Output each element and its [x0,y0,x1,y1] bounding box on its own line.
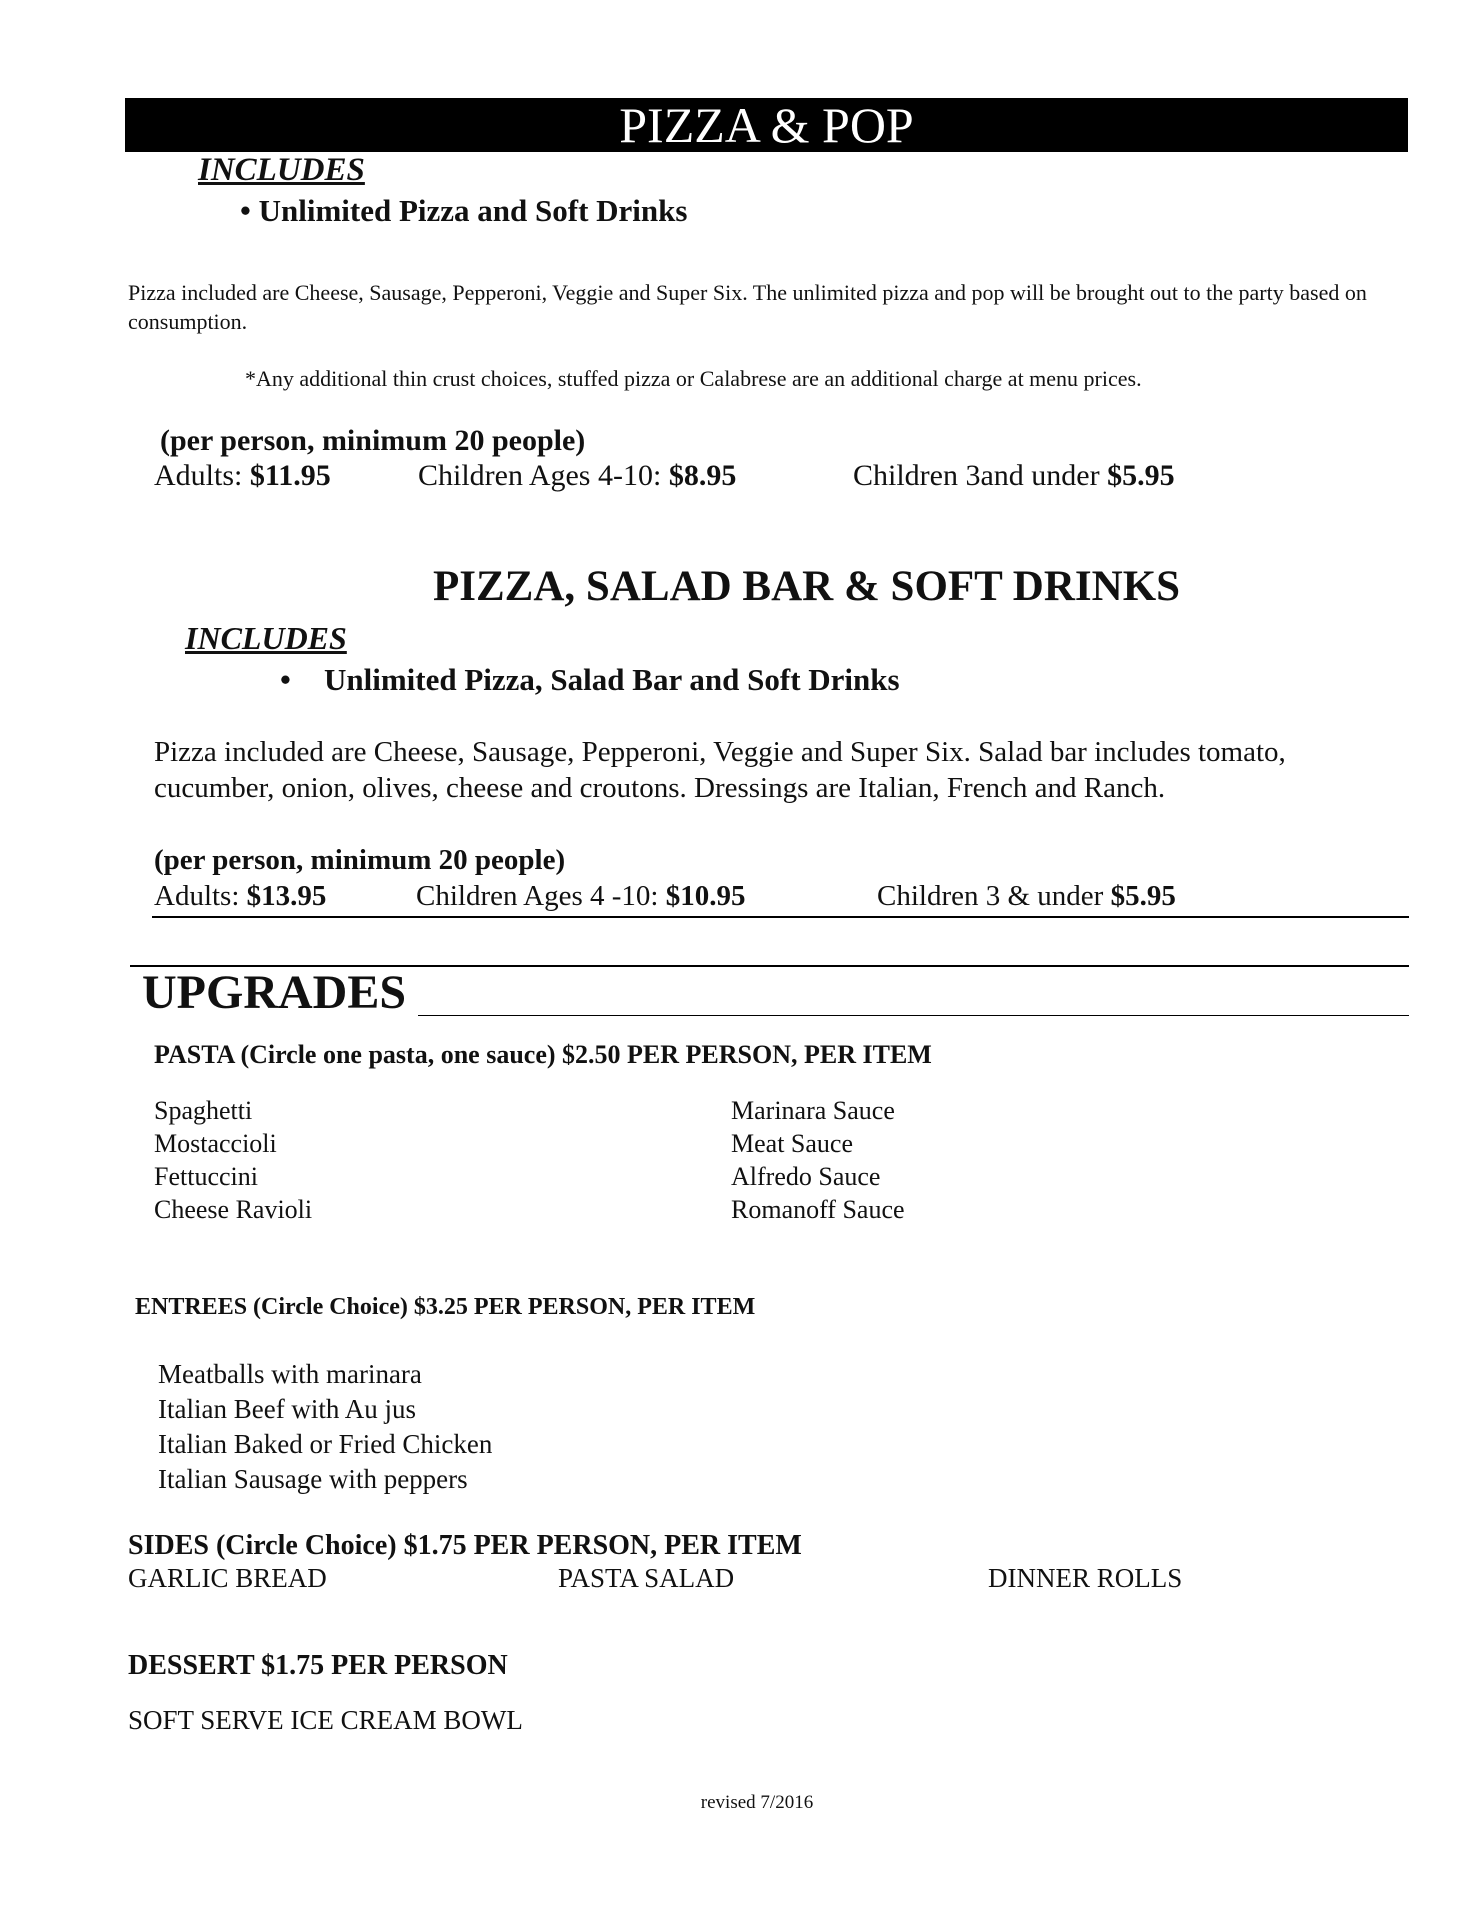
adults-label: Adults: [154,880,247,912]
salad-bar-title: PIZZA, SALAD BAR & SOFT DRINKS [433,563,1181,610]
list-item: Mostaccioli [154,1129,277,1158]
children-label: Children Ages 4-10: [418,459,669,492]
entrees-heading: ENTREES (Circle Choice) $3.25 PER PERSON, PER ITEM [135,1294,756,1320]
list-item: Cheese Ravioli [154,1195,313,1224]
salad-bar-children-price [416,880,745,913]
salad-bar-per-person: (per person, minimum 20 people) [154,844,566,876]
list-item: Italian Baked or Fried Chicken [158,1429,493,1459]
salad-bar-toddler-price [877,880,1176,913]
salad-bar-bullet-mark: • [280,662,291,697]
pasta-list [154,1094,312,1226]
pasta-heading: PASTA (Circle one pasta, one sauce) $2.50 PER PERSON, PER ITEM [154,1040,932,1069]
adults-price: $13.95 [246,880,327,912]
list-item: Italian Beef with Au jus [158,1394,416,1424]
pizza-pop-adults-price [154,459,331,493]
upgrades-title: UPGRADES [142,966,407,1019]
sides-heading: SIDES (Circle Choice) $1.75 PER PERSON, PER ITEM [128,1530,802,1561]
adults-price: $11.95 [249,459,331,492]
list-item: Alfredo Sauce [731,1162,881,1191]
entrees-list [158,1357,492,1497]
list-item: Italian Sausage with peppers [158,1464,468,1494]
salad-bar-bullet: Unlimited Pizza, Salad Bar and Soft Drinks [324,662,900,697]
children-price: $10.95 [665,880,746,912]
list-item: Romanoff Sauce [731,1195,905,1224]
adults-label: Adults: [154,459,250,492]
toddler-price: $5.95 [1110,880,1176,912]
salad-bar-description: Pizza included are Cheese, Sausage, Pepperoni, Veggie and Super Six. Salad bar includes tomato, cucumber, onion, olives, cheese and croutons. Dressings are Italian, French and Ranch. [154,736,1286,804]
toddler-label: Children 3 & under [877,880,1111,912]
pizza-pop-children-price [418,459,736,493]
pizza-pop-title: PIZZA & POP [619,97,914,153]
pizza-pop-banner [125,98,1408,152]
dessert-item: SOFT SERVE ICE CREAM BOWL [128,1705,523,1735]
salad-bar-adults-price [154,880,326,913]
toddler-price: $5.95 [1107,459,1175,492]
side-item: GARLIC BREAD [128,1563,327,1593]
pizza-pop-toddler-price [853,459,1175,493]
side-item: DINNER ROLLS [988,1563,1183,1593]
upgrades-bottom-rule [418,1015,1409,1016]
list-item: Spaghetti [154,1096,253,1125]
list-item: Meatballs with marinara [158,1359,422,1389]
dessert-heading: DESSERT $1.75 PER PERSON [128,1650,508,1681]
pizza-pop-description: Pizza included are Cheese, Sausage, Pepperoni, Veggie and Super Six. The unlimited pizza and pop will be brought out to the party based on consumption. [128,280,1367,334]
pizza-pop-includes-label: INCLUDES [198,152,365,188]
side-item: PASTA SALAD [558,1563,735,1593]
toddler-label: Children 3and under [853,459,1108,492]
list-item: Fettuccini [154,1162,258,1191]
pizza-pop-bullet: • Unlimited Pizza and Soft Drinks [240,193,688,228]
salad-bar-includes-label: INCLUDES [185,620,347,656]
list-item: Marinara Sauce [731,1096,895,1125]
children-price: $8.95 [668,459,737,492]
sauce-list [731,1094,905,1226]
revised-date: revised 7/2016 [700,1792,814,1813]
pizza-pop-per-person: (per person, minimum 20 people) [160,424,586,457]
pizza-pop-note: *Any additional thin crust choices, stuffed pizza or Calabrese are an additional charge at menu prices. [245,366,1142,391]
section-divider [152,916,1409,918]
list-item: Meat Sauce [731,1129,854,1158]
children-label: Children Ages 4 -10: [416,880,666,912]
